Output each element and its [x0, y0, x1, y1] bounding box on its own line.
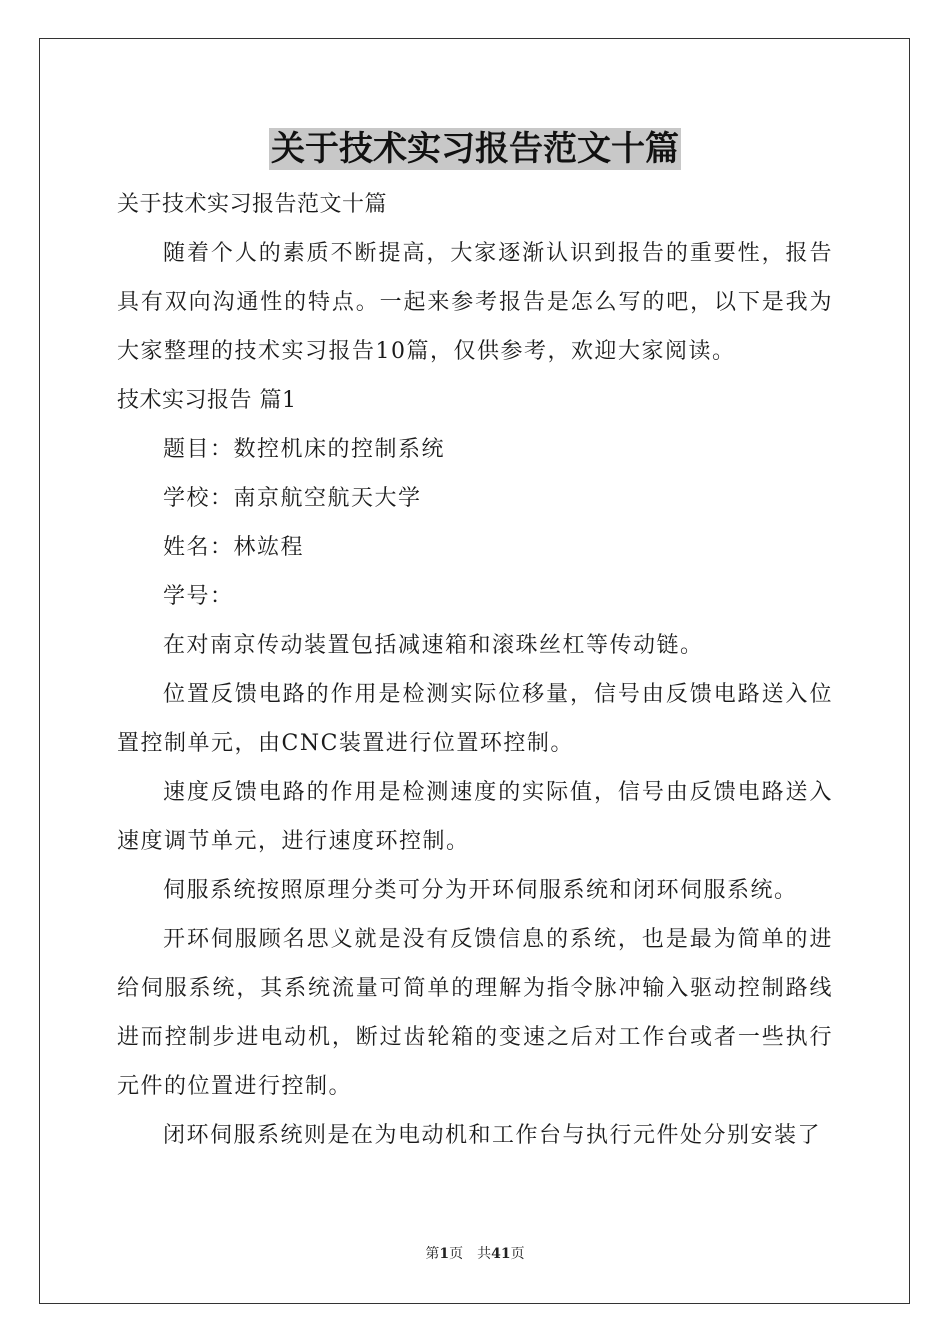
footer-total-prefix: 共 [477, 1246, 492, 1262]
footer-prefix: 第 [425, 1246, 440, 1262]
paragraph-student-id: 学号： [163, 584, 234, 609]
footer-page-suffix: 页 [449, 1246, 464, 1262]
paragraph-body: 闭环伺服系统则是在为电动机和工作台与执行元件处分别安装了 [163, 1123, 822, 1148]
page-footer [0, 1244, 950, 1264]
paragraph-topic: 题目：数控机床的控制系统 [163, 437, 446, 462]
paragraph-body: 位置反馈电路的作用是检测实际位移量，信号由反馈电路送入位置控制单元，由CNC装置进行位置环控制。 [117, 682, 833, 756]
document-title: 关于技术实习报告范文十篇 [271, 129, 679, 169]
paragraph-school: 学校：南京航空航天大学 [163, 486, 422, 511]
paragraph-intro: 随着个人的素质不断提高，大家逐渐认识到报告的重要性，报告具有双向沟通性的特点。一起来参考报告是怎么写的吧，以下是我为大家整理的技术实习报告10篇，仅供参考，欢迎大家阅读。 [117, 241, 833, 364]
paragraph-body: 速度反馈电路的作用是检测速度的实际值，信号由反馈电路送入速度调节单元，进行速度环控制。 [117, 780, 833, 854]
paragraph-name: 姓名：林竑程 [163, 535, 305, 560]
paragraph-body: 在对南京传动装置包括减速箱和滚珠丝杠等传动链。 [163, 633, 704, 658]
current-page-number: 1 [439, 1246, 450, 1262]
total-pages-number: 41 [491, 1246, 511, 1262]
paragraph-body: 伺服系统按照原理分类可分为开环伺服系统和闭环伺服系统。 [163, 878, 798, 903]
document-body [117, 180, 833, 1160]
footer-total-suffix: 页 [510, 1246, 525, 1262]
title-container [0, 128, 950, 170]
subtitle-line: 关于技术实习报告范文十篇 [117, 192, 388, 217]
paragraph-body: 开环伺服顾名思义就是没有反馈信息的系统，也是最为简单的进给伺服系统，其系统流量可简单的理解为指令脉冲输入驱动控制路线进而控制步进电动机，断过齿轮箱的变速之后对工作台或者一些执行元件的位置进行控制。 [117, 927, 833, 1099]
section-heading: 技术实习报告 篇1 [117, 388, 297, 413]
